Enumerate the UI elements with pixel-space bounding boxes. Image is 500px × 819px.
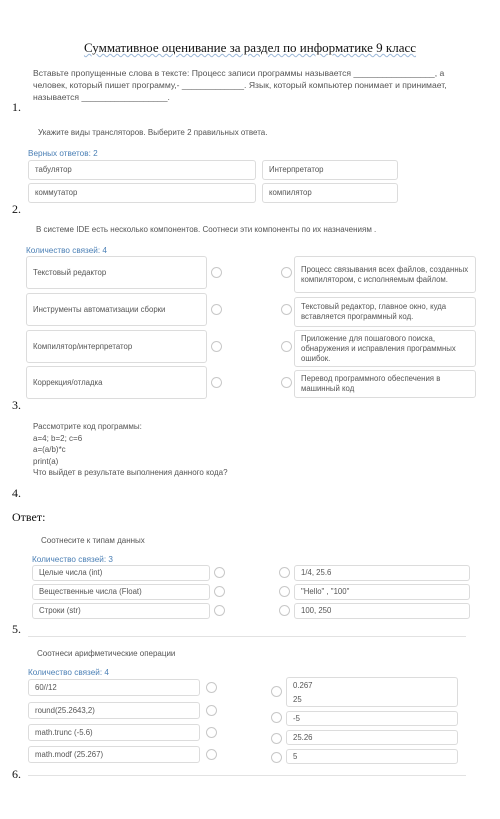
q6-right-item[interactable]: -5 (286, 711, 458, 726)
radio-button[interactable] (214, 567, 225, 578)
radio-button[interactable] (211, 304, 222, 315)
q3-counter: Количество связей: 4 (26, 246, 107, 255)
q1-text (33, 67, 498, 103)
radio-button[interactable] (279, 605, 290, 616)
q5-number: 5. (12, 622, 21, 636)
q4-line: a=4; b=2; c=6 (33, 433, 83, 443)
q2-option[interactable]: Интерпретатор (262, 160, 398, 180)
q5-left-item[interactable]: Целые числа (int) (32, 565, 210, 581)
q6-counter: Количество связей: 4 (28, 668, 109, 677)
q4-line: print(a) (33, 456, 59, 466)
q4-line: Рассмотрите код программы: (33, 422, 142, 431)
q3-left-item[interactable]: Инструменты автоматизации сборки (26, 293, 207, 326)
radio-button[interactable] (281, 341, 292, 352)
q6-right-item[interactable]: 5 (286, 749, 458, 764)
q3-number: 3. (12, 398, 21, 412)
q4-line: a=(a/b)*c (33, 445, 66, 454)
q2-counter: Верных ответов: 2 (28, 149, 98, 158)
q6-number: 6. (12, 767, 21, 781)
q1-number: 1. (12, 100, 21, 114)
q1-line: называется __________________. (33, 92, 170, 102)
q3-right-item[interactable]: Приложение для пошагового поиска, обнаружения и исправления программных ошибок. (294, 330, 476, 367)
divider (28, 636, 466, 637)
q6-right-item[interactable]: 25.26 (286, 730, 458, 745)
q6-right-line: 0.267 (293, 681, 313, 690)
q4-number: 4. (12, 486, 21, 500)
radio-button[interactable] (206, 727, 217, 738)
radio-button[interactable] (206, 749, 217, 760)
q5-right-item[interactable]: "Hello" , "100" (294, 584, 470, 600)
radio-button[interactable] (281, 267, 292, 278)
q5-left-item[interactable]: Вещественные числа (Float) (32, 584, 210, 600)
radio-button[interactable] (271, 712, 282, 723)
q6-left-item[interactable]: math.modf (25.267) (28, 746, 200, 763)
q6-prompt: Соотнеси арифметические операции (37, 649, 176, 658)
radio-button[interactable] (271, 752, 282, 763)
radio-button[interactable] (211, 341, 222, 352)
q3-left-item[interactable]: Коррекция/отладка (26, 366, 207, 399)
q6-right-line: 25 (293, 695, 302, 704)
q2-prompt: Укажите виды трансляторов. Выберите 2 правильных ответа. (38, 128, 268, 137)
q1-line: Вставьте пропущенные слова в тексте: Процесс записи программы называется _________________, а (33, 68, 445, 78)
q5-right-item[interactable]: 100, 250 (294, 603, 470, 619)
q2-option[interactable]: компилятор (262, 183, 398, 203)
q3-right-item[interactable]: Перевод программного обеспечения в машинный код (294, 370, 476, 398)
radio-button[interactable] (271, 733, 282, 744)
radio-button[interactable] (211, 377, 222, 388)
radio-button[interactable] (279, 567, 290, 578)
q6-left-item[interactable]: math.trunc (-5.6) (28, 724, 200, 741)
radio-button[interactable] (281, 304, 292, 315)
radio-button[interactable] (281, 377, 292, 388)
q2-number: 2. (12, 202, 21, 216)
q5-right-item[interactable]: 1/4, 25.6 (294, 565, 470, 581)
page-title: Суммативное оценивание за раздел по информатике 9 класс (83, 40, 417, 55)
q6-left-item[interactable]: 60//12 (28, 679, 200, 696)
answer-label: Ответ: (12, 510, 46, 524)
q3-prompt: В системе IDE есть несколько компонентов. Соотнеси эти компоненты по их назначениям . (36, 225, 377, 234)
q4-line: Что выйдет в результате выполнения данного кода? (33, 468, 228, 477)
q5-prompt: Соотнесите к типам данных (41, 536, 145, 545)
q4-code (33, 421, 228, 479)
q3-left-item[interactable]: Компилятор/интерпретатор (26, 330, 207, 363)
q6-left-item[interactable]: round(25.2643,2) (28, 702, 200, 719)
radio-button[interactable] (279, 586, 290, 597)
radio-button[interactable] (211, 267, 222, 278)
radio-button[interactable] (214, 586, 225, 597)
divider (28, 775, 466, 776)
radio-button[interactable] (206, 705, 217, 716)
q6-right-item[interactable] (286, 677, 458, 707)
q3-left-item[interactable]: Текстовый редактор (26, 256, 207, 289)
q2-option[interactable]: коммутатор (28, 183, 256, 203)
q3-right-item[interactable]: Текстовый редактор, главное окно, куда вставляется программный код. (294, 297, 476, 327)
q5-counter: Количество связей: 3 (32, 555, 113, 564)
q5-left-item[interactable]: Строки (str) (32, 603, 210, 619)
q3-right-item[interactable]: Процесс связывания всех файлов, созданных компилятором, с исполняемым файлом. (294, 256, 476, 293)
radio-button[interactable] (214, 605, 225, 616)
q1-line: человек, который пишет программу,- _____________. Язык, который компьютер понимает и принимает, (33, 80, 447, 90)
q2-option[interactable]: табулятор (28, 160, 256, 180)
radio-button[interactable] (206, 682, 217, 693)
radio-button[interactable] (271, 686, 282, 697)
